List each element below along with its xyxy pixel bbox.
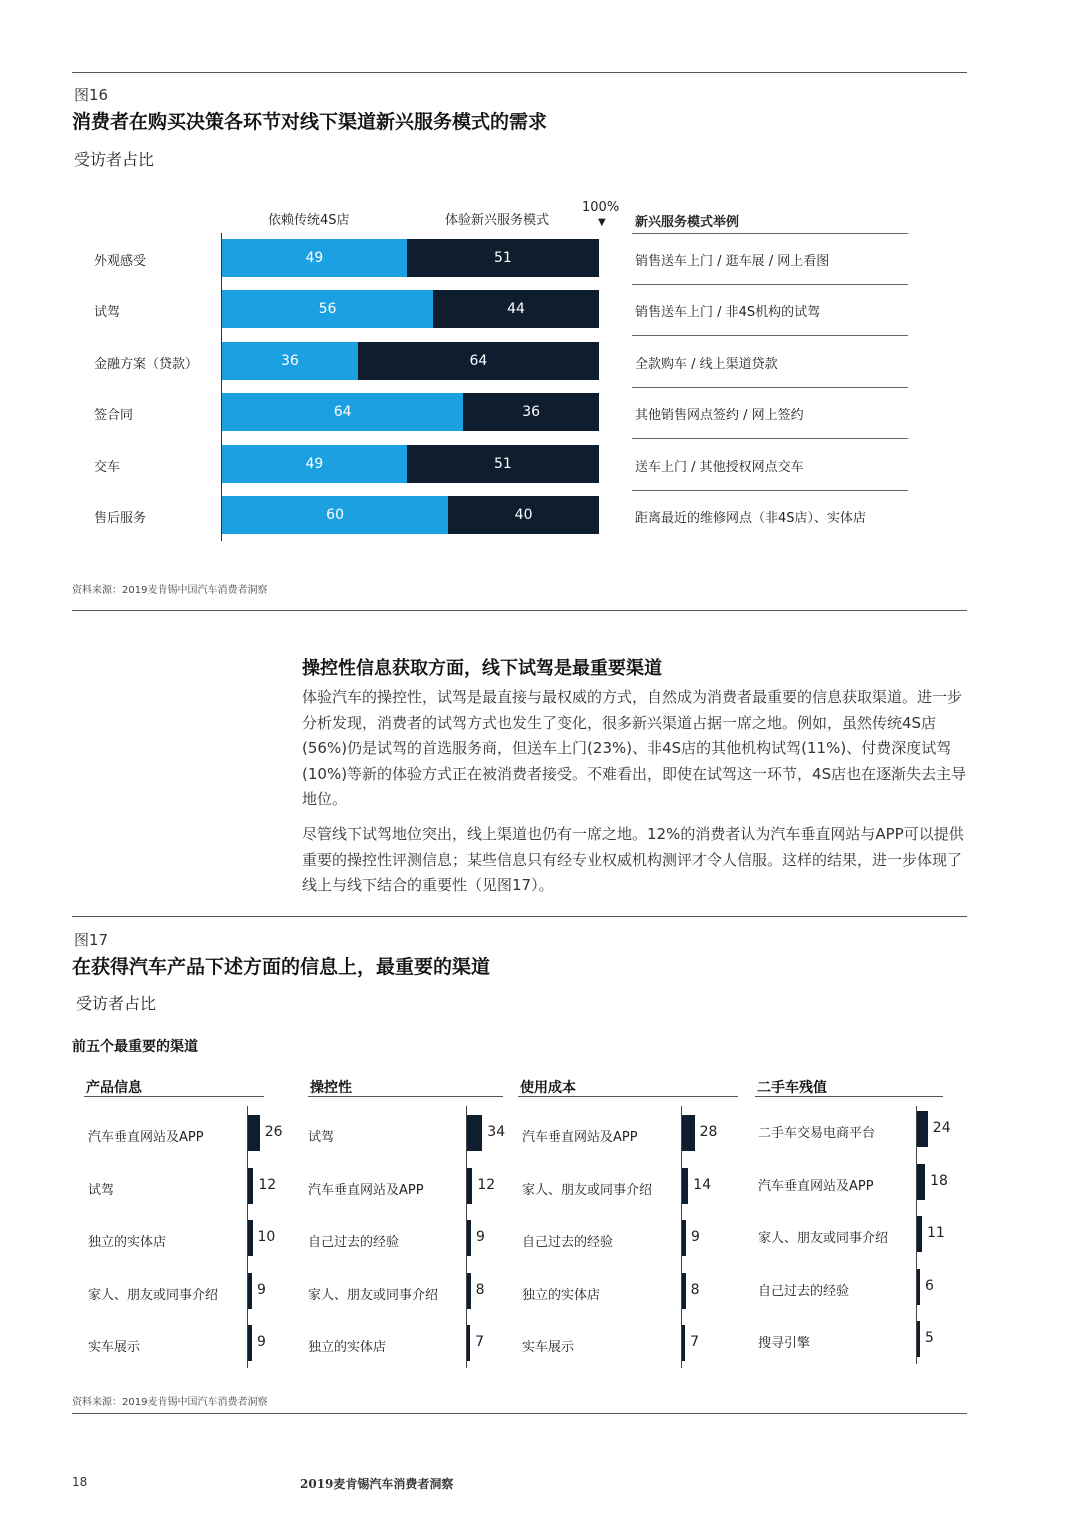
channel-label: 家人、朋友或同事介绍	[758, 1231, 889, 1246]
examples-header-rule	[632, 233, 908, 234]
channel-value: 12	[477, 1176, 496, 1193]
fig17-label: 图17	[74, 931, 109, 949]
channel-bar	[467, 1273, 471, 1309]
panel-heading-rule	[518, 1096, 738, 1097]
channel-bar	[917, 1164, 925, 1200]
channel-label: 实车展示	[88, 1340, 141, 1355]
fig17-top-rule	[72, 916, 967, 917]
example-text: 销售送车上门 / 非4S机构的试驾	[635, 305, 821, 321]
channel-label: 自己过去的经验	[758, 1283, 850, 1299]
channel-bar	[917, 1111, 928, 1147]
panel-heading: 使用成本	[520, 1080, 576, 1096]
channel-bar	[248, 1220, 253, 1256]
channel-value: 8	[475, 1281, 485, 1298]
fig17-subtitle: 受访者占比	[76, 994, 157, 1013]
fig16-source: 资料来源：2019麦肯锡中国汽车消费者洞察	[72, 585, 268, 596]
channel-bar	[467, 1115, 482, 1151]
bar-value-label: 51	[493, 455, 512, 472]
channel-value: 24	[932, 1120, 951, 1136]
channel-value: 11	[926, 1225, 945, 1241]
channel-value: 9	[257, 1281, 266, 1298]
panel-heading: 二手车残值	[757, 1080, 827, 1096]
bar-value-label: 49	[305, 250, 324, 266]
fig16-subtitle: 受访者占比	[74, 150, 155, 169]
channel-value: 12	[258, 1176, 277, 1193]
channel-value: 9	[476, 1229, 485, 1245]
examples-header: 新兴服务模式举例	[635, 215, 740, 230]
channel-label: 家人、朋友或同事介绍	[308, 1287, 439, 1303]
channel-bar	[682, 1115, 695, 1151]
channel-label: 自己过去的经验	[522, 1235, 614, 1250]
section-title: 操控性信息获取方面，线下试驾是最重要渠道	[302, 658, 662, 679]
bar-value-label: 40	[514, 507, 533, 523]
category-label: 试驾	[94, 305, 121, 321]
channel-bar	[248, 1273, 252, 1309]
bar-value-label: 56	[318, 301, 337, 318]
marker-100-label: 100%	[582, 200, 620, 215]
category-label: 外观感受	[94, 254, 147, 269]
legend-traditional: 依赖传统4S店	[268, 213, 350, 228]
channel-value: 8	[690, 1281, 700, 1298]
channel-bar	[248, 1168, 253, 1204]
arrow-down-icon: ▼	[598, 217, 606, 228]
example-row-rule	[632, 387, 908, 388]
example-text: 送车上门 / 其他授权网点交车	[635, 459, 804, 475]
channel-value: 6	[925, 1277, 934, 1294]
channel-label: 汽车垂直网站及APP	[88, 1130, 204, 1145]
page-number: 18	[72, 1475, 88, 1489]
channel-value: 9	[257, 1334, 266, 1350]
channel-bar	[917, 1216, 922, 1252]
section-paragraph-1: 体验汽车的操控性，试驾是最直接与最权威的方式，自然成为消费者最重要的信息获取渠道。进一步分析发现，消费者的试驾方式也发生了变化，很多新兴渠道占据一席之地。例如，虽然传统4S店(56%)仍是试驾的首选服务商，但送车上门(23%)、非4S店的其他机构试驾(11%)、付费深度试驾(10%)等新的体验方式正在被消费者接受。不难看出，即使在试驾这一环节，4S店也在逐渐失去主导地位。	[302, 688, 967, 808]
channel-bar	[682, 1325, 685, 1361]
channel-value: 18	[930, 1172, 948, 1189]
fig16-axis	[221, 233, 222, 541]
fig16-label: 图16	[74, 86, 109, 104]
channel-value: 34	[487, 1124, 506, 1140]
example-text: 其他销售网点签约 / 网上签约	[635, 408, 804, 424]
example-row-rule	[632, 284, 908, 285]
channel-bar	[682, 1220, 686, 1256]
channel-value: 5	[925, 1330, 934, 1346]
channel-label: 自己过去的经验	[308, 1235, 400, 1250]
panel-heading: 产品信息	[86, 1080, 142, 1096]
bar-value-label: 60	[326, 507, 344, 523]
channel-value: 14	[693, 1176, 712, 1193]
category-label: 交车	[94, 459, 121, 475]
fig16-title: 消费者在购买决策各环节对线下渠道新兴服务模式的需求	[72, 111, 548, 133]
top5-label: 前五个最重要的渠道	[72, 1039, 198, 1055]
bar-value-label: 36	[522, 404, 541, 421]
channel-bar	[248, 1325, 252, 1361]
panel-heading: 操控性	[310, 1080, 352, 1096]
channel-bar	[467, 1220, 471, 1256]
section-paragraph-2: 尽管线下试驾地位突出，线上渠道也仍有一席之地。12%的消费者认为汽车垂直网站与APP可以提供重要的操控性评测信息；某些信息只有经专业权威机构测评才令人信服。这样的结果，进一步体现了线上与线下结合的重要性（见图17）。	[302, 825, 964, 894]
channel-value: 10	[257, 1229, 276, 1245]
bar-value-label: 64	[333, 404, 352, 421]
fig17-title: 在获得汽车产品下述方面的信息上，最重要的渠道	[72, 956, 491, 978]
channel-label: 家人、朋友或同事介绍	[522, 1182, 653, 1198]
channel-label: 实车展示	[522, 1340, 575, 1355]
channel-label: 独立的实体店	[308, 1340, 387, 1355]
channel-value: 9	[691, 1229, 700, 1245]
example-text: 销售送车上门 / 逛车展 / 网上看图	[635, 254, 830, 269]
channel-value: 28	[699, 1124, 718, 1140]
panel-heading-rule	[308, 1096, 503, 1097]
example-row-rule	[632, 335, 908, 336]
channel-bar	[682, 1273, 686, 1309]
fig17-source: 资料来源：2019麦肯锡中国汽车消费者洞察	[72, 1397, 268, 1408]
publication-name: 2019麦肯锡汽车消费者洞察	[300, 1477, 454, 1491]
example-row-rule	[632, 438, 908, 439]
channel-value: 26	[264, 1124, 283, 1140]
channel-label: 试驾	[88, 1182, 115, 1198]
channel-label: 汽车垂直网站及APP	[758, 1178, 874, 1194]
category-label: 售后服务	[94, 511, 147, 526]
legend-new-mode: 体验新兴服务模式	[445, 213, 550, 228]
category-label: 签合同	[94, 408, 134, 424]
channel-label: 家人、朋友或同事介绍	[88, 1287, 219, 1303]
top-rule	[72, 72, 967, 73]
channel-bar	[248, 1115, 260, 1151]
channel-label: 二手车交易电商平台	[758, 1126, 876, 1141]
channel-bar	[682, 1168, 688, 1204]
channel-label: 汽车垂直网站及APP	[308, 1182, 424, 1198]
example-row-rule	[632, 490, 908, 491]
fig16-bottom-rule	[72, 610, 967, 611]
panel-heading-rule	[84, 1096, 264, 1097]
channel-label: 汽车垂直网站及APP	[522, 1130, 638, 1145]
bar-value-label: 51	[493, 250, 512, 266]
bar-value-label: 49	[305, 455, 324, 472]
channel-label: 独立的实体店	[88, 1235, 167, 1250]
category-label: 金融方案（贷款）	[94, 356, 199, 372]
bar-value-label: 36	[280, 352, 299, 369]
channel-value: 7	[690, 1334, 700, 1350]
channel-label: 独立的实体店	[522, 1287, 601, 1303]
example-text: 全款购车 / 线上渠道贷款	[635, 356, 778, 372]
channel-label: 搜寻引擎	[758, 1336, 811, 1351]
channel-bar	[467, 1325, 470, 1361]
panel-heading-rule	[755, 1096, 943, 1097]
example-text: 距离最近的维修网点（非4S店）、实体店	[635, 511, 867, 526]
bar-value-label: 64	[469, 352, 488, 369]
channel-bar	[917, 1269, 920, 1305]
bar-value-label: 44	[507, 301, 525, 318]
channel-label: 试驾	[308, 1130, 335, 1145]
channel-value: 7	[475, 1334, 485, 1350]
channel-bar	[467, 1168, 472, 1204]
fig17-bottom-rule	[72, 1413, 967, 1414]
channel-bar	[917, 1321, 920, 1357]
